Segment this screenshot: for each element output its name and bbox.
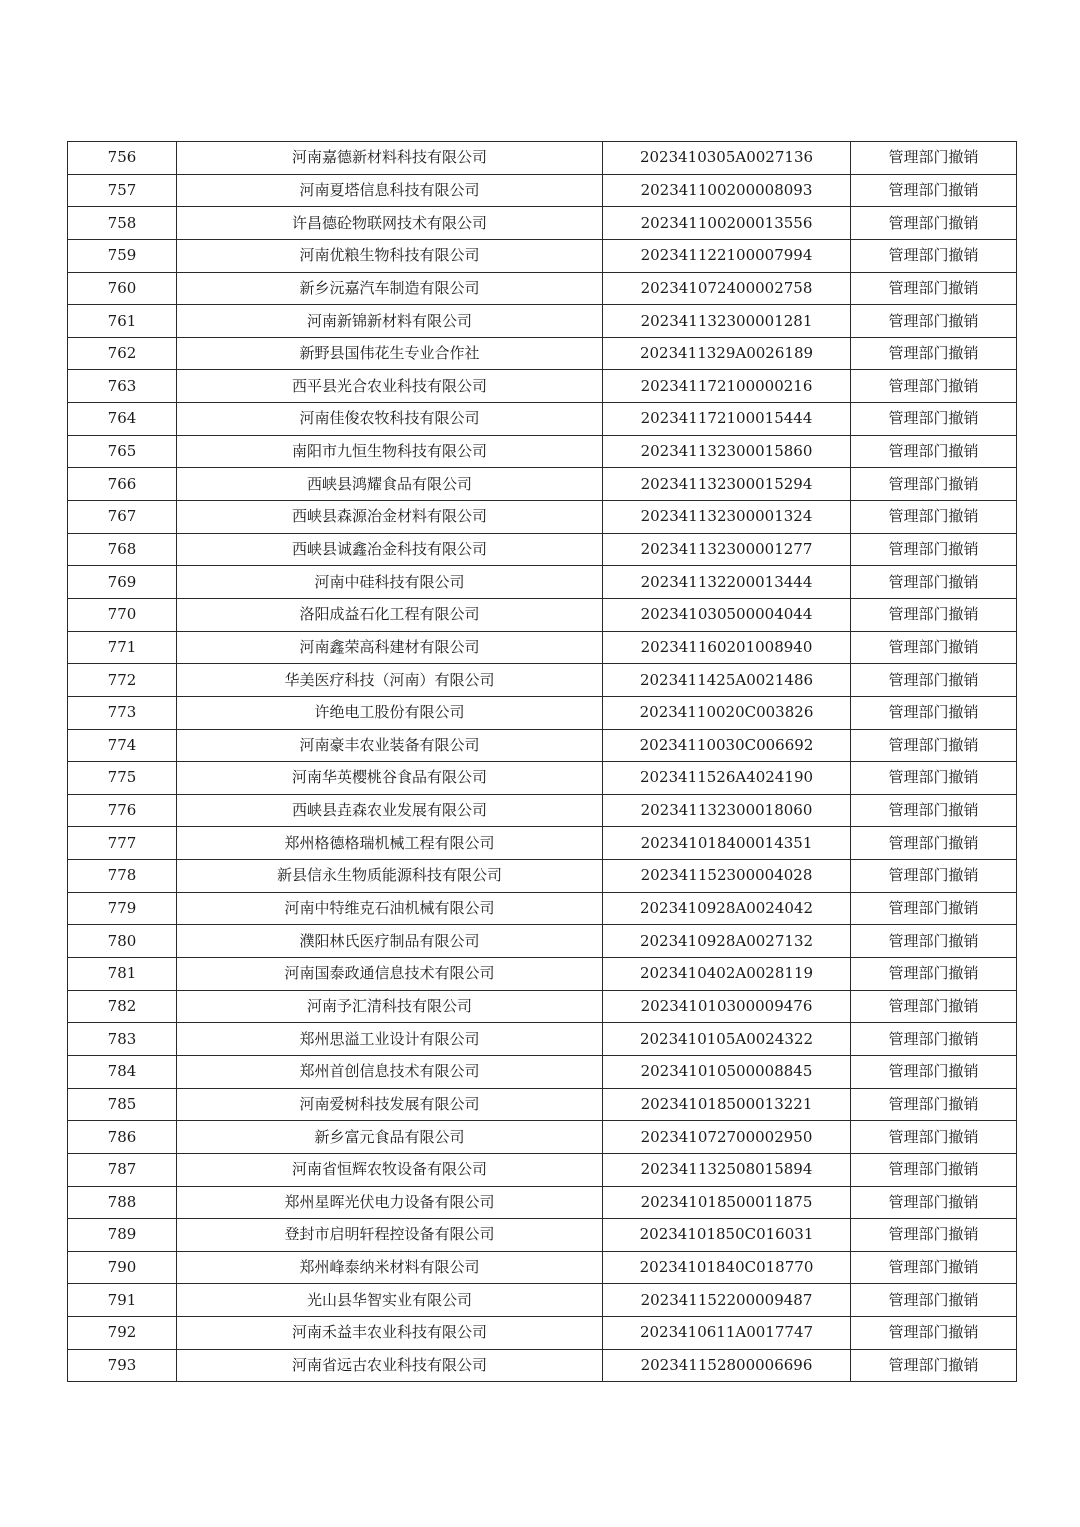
status-text: 管理部门撤销 bbox=[851, 239, 1017, 272]
status-text: 管理部门撤销 bbox=[851, 403, 1017, 436]
row-number: 770 bbox=[68, 598, 177, 631]
table-row bbox=[68, 892, 1017, 925]
status-text: 管理部门撤销 bbox=[851, 958, 1017, 991]
table-row bbox=[68, 1251, 1017, 1284]
table-body bbox=[68, 142, 1017, 1382]
company-name: 河南新锦新材料有限公司 bbox=[177, 305, 603, 338]
company-name: 郑州峰泰纳米材料有限公司 bbox=[177, 1251, 603, 1284]
row-number: 771 bbox=[68, 631, 177, 664]
row-number: 761 bbox=[68, 305, 177, 338]
company-name: 河南禾益丰农业科技有限公司 bbox=[177, 1317, 603, 1350]
registration-code: 202341172100000216 bbox=[603, 370, 851, 403]
row-number: 793 bbox=[68, 1349, 177, 1382]
company-name: 河南爱树科技发展有限公司 bbox=[177, 1088, 603, 1121]
table-row bbox=[68, 1284, 1017, 1317]
registration-code: 2023410928A0024042 bbox=[603, 892, 851, 925]
table-row bbox=[68, 403, 1017, 436]
company-name: 河南中特维克石油机械有限公司 bbox=[177, 892, 603, 925]
company-name: 河南豪丰农业装备有限公司 bbox=[177, 729, 603, 762]
status-text: 管理部门撤销 bbox=[851, 337, 1017, 370]
company-name: 河南省恒辉农牧设备有限公司 bbox=[177, 1153, 603, 1186]
table-row bbox=[68, 1121, 1017, 1154]
table-row bbox=[68, 729, 1017, 762]
company-name: 濮阳林氏医疗制品有限公司 bbox=[177, 925, 603, 958]
row-number: 780 bbox=[68, 925, 177, 958]
row-number: 792 bbox=[68, 1317, 177, 1350]
row-number: 784 bbox=[68, 1055, 177, 1088]
table-row bbox=[68, 370, 1017, 403]
registration-code: 20234110030C006692 bbox=[603, 729, 851, 762]
registration-code: 202341132300001281 bbox=[603, 305, 851, 338]
registration-code: 202341152300004028 bbox=[603, 860, 851, 893]
status-text: 管理部门撤销 bbox=[851, 925, 1017, 958]
status-text: 管理部门撤销 bbox=[851, 794, 1017, 827]
table-row bbox=[68, 435, 1017, 468]
status-text: 管理部门撤销 bbox=[851, 1153, 1017, 1186]
row-number: 790 bbox=[68, 1251, 177, 1284]
status-text: 管理部门撤销 bbox=[851, 1349, 1017, 1382]
company-name: 西峡县垚森农业发展有限公司 bbox=[177, 794, 603, 827]
company-name: 新乡富元食品有限公司 bbox=[177, 1121, 603, 1154]
status-text: 管理部门撤销 bbox=[851, 435, 1017, 468]
registration-code: 202341160201008940 bbox=[603, 631, 851, 664]
status-text: 管理部门撤销 bbox=[851, 1055, 1017, 1088]
registration-code: 2023410402A0028119 bbox=[603, 958, 851, 991]
company-name: 郑州思溢工业设计有限公司 bbox=[177, 1023, 603, 1056]
status-text: 管理部门撤销 bbox=[851, 1284, 1017, 1317]
company-name: 西峡县鸿耀食品有限公司 bbox=[177, 468, 603, 501]
status-text: 管理部门撤销 bbox=[851, 468, 1017, 501]
table-row bbox=[68, 1186, 1017, 1219]
status-text: 管理部门撤销 bbox=[851, 1317, 1017, 1350]
row-number: 769 bbox=[68, 566, 177, 599]
row-number: 764 bbox=[68, 403, 177, 436]
registration-code: 2023410305A0027136 bbox=[603, 142, 851, 175]
company-name: 河南夏塔信息科技有限公司 bbox=[177, 174, 603, 207]
row-number: 766 bbox=[68, 468, 177, 501]
table-row bbox=[68, 1349, 1017, 1382]
registration-code: 2023410928A0027132 bbox=[603, 925, 851, 958]
table-row bbox=[68, 142, 1017, 175]
registration-code: 202341132300001277 bbox=[603, 533, 851, 566]
row-number: 757 bbox=[68, 174, 177, 207]
table-row bbox=[68, 1023, 1017, 1056]
row-number: 756 bbox=[68, 142, 177, 175]
registration-code: 202341132300015860 bbox=[603, 435, 851, 468]
row-number: 774 bbox=[68, 729, 177, 762]
table-row bbox=[68, 762, 1017, 795]
table-row bbox=[68, 1088, 1017, 1121]
row-number: 781 bbox=[68, 958, 177, 991]
status-text: 管理部门撤销 bbox=[851, 696, 1017, 729]
row-number: 767 bbox=[68, 501, 177, 534]
status-text: 管理部门撤销 bbox=[851, 305, 1017, 338]
registration-code: 202341100200008093 bbox=[603, 174, 851, 207]
status-text: 管理部门撤销 bbox=[851, 1088, 1017, 1121]
status-text: 管理部门撤销 bbox=[851, 566, 1017, 599]
row-number: 763 bbox=[68, 370, 177, 403]
table-row bbox=[68, 533, 1017, 566]
row-number: 789 bbox=[68, 1219, 177, 1252]
registration-code: 202341132200013444 bbox=[603, 566, 851, 599]
row-number: 776 bbox=[68, 794, 177, 827]
company-name: 河南优粮生物科技有限公司 bbox=[177, 239, 603, 272]
registration-code: 202341072400002758 bbox=[603, 272, 851, 305]
company-name: 河南省远古农业科技有限公司 bbox=[177, 1349, 603, 1382]
registration-code: 202341152200009487 bbox=[603, 1284, 851, 1317]
row-number: 775 bbox=[68, 762, 177, 795]
status-text: 管理部门撤销 bbox=[851, 501, 1017, 534]
registration-code: 202341010300009476 bbox=[603, 990, 851, 1023]
table-row bbox=[68, 631, 1017, 664]
status-text: 管理部门撤销 bbox=[851, 533, 1017, 566]
registration-code: 202341172100015444 bbox=[603, 403, 851, 436]
registration-code: 20234110020C003826 bbox=[603, 696, 851, 729]
status-text: 管理部门撤销 bbox=[851, 207, 1017, 240]
table-row bbox=[68, 239, 1017, 272]
company-name: 洛阳成益石化工程有限公司 bbox=[177, 598, 603, 631]
registration-code: 202341122100007994 bbox=[603, 239, 851, 272]
registration-code: 202341132508015894 bbox=[603, 1153, 851, 1186]
row-number: 788 bbox=[68, 1186, 177, 1219]
row-number: 783 bbox=[68, 1023, 177, 1056]
row-number: 785 bbox=[68, 1088, 177, 1121]
table-row bbox=[68, 958, 1017, 991]
registration-code: 202341132300001324 bbox=[603, 501, 851, 534]
table-row bbox=[68, 794, 1017, 827]
row-number: 765 bbox=[68, 435, 177, 468]
row-number: 782 bbox=[68, 990, 177, 1023]
registration-code: 2023411526A4024190 bbox=[603, 762, 851, 795]
status-text: 管理部门撤销 bbox=[851, 729, 1017, 762]
table-row bbox=[68, 501, 1017, 534]
table-row bbox=[68, 696, 1017, 729]
row-number: 773 bbox=[68, 696, 177, 729]
row-number: 786 bbox=[68, 1121, 177, 1154]
registration-code: 202341030500004044 bbox=[603, 598, 851, 631]
company-name: 河南鑫荣高科建材有限公司 bbox=[177, 631, 603, 664]
table-row bbox=[68, 272, 1017, 305]
table-row bbox=[68, 860, 1017, 893]
table-row bbox=[68, 174, 1017, 207]
registration-code: 202341010500008845 bbox=[603, 1055, 851, 1088]
table-row bbox=[68, 925, 1017, 958]
registration-code: 202341072700002950 bbox=[603, 1121, 851, 1154]
row-number: 762 bbox=[68, 337, 177, 370]
row-number: 777 bbox=[68, 827, 177, 860]
registration-code: 202341018400014351 bbox=[603, 827, 851, 860]
company-name: 河南予汇清科技有限公司 bbox=[177, 990, 603, 1023]
row-number: 758 bbox=[68, 207, 177, 240]
table-row bbox=[68, 566, 1017, 599]
registration-code: 20234101840C018770 bbox=[603, 1251, 851, 1284]
status-text: 管理部门撤销 bbox=[851, 370, 1017, 403]
registration-code: 202341132300015294 bbox=[603, 468, 851, 501]
table-row bbox=[68, 827, 1017, 860]
status-text: 管理部门撤销 bbox=[851, 860, 1017, 893]
status-text: 管理部门撤销 bbox=[851, 1023, 1017, 1056]
row-number: 787 bbox=[68, 1153, 177, 1186]
row-number: 779 bbox=[68, 892, 177, 925]
company-name: 河南中硅科技有限公司 bbox=[177, 566, 603, 599]
table-row bbox=[68, 1219, 1017, 1252]
row-number: 768 bbox=[68, 533, 177, 566]
registration-code: 202341132300018060 bbox=[603, 794, 851, 827]
company-name: 新乡沅嘉汽车制造有限公司 bbox=[177, 272, 603, 305]
table-row bbox=[68, 1055, 1017, 1088]
registration-code: 2023410105A0024322 bbox=[603, 1023, 851, 1056]
company-name: 登封市启明轩程控设备有限公司 bbox=[177, 1219, 603, 1252]
registration-code: 20234101850C016031 bbox=[603, 1219, 851, 1252]
company-name: 郑州首创信息技术有限公司 bbox=[177, 1055, 603, 1088]
status-text: 管理部门撤销 bbox=[851, 1186, 1017, 1219]
company-name: 许绝电工股份有限公司 bbox=[177, 696, 603, 729]
company-name: 华美医疗科技（河南）有限公司 bbox=[177, 664, 603, 697]
table-row bbox=[68, 207, 1017, 240]
row-number: 772 bbox=[68, 664, 177, 697]
status-text: 管理部门撤销 bbox=[851, 892, 1017, 925]
company-name: 郑州格德格瑞机械工程有限公司 bbox=[177, 827, 603, 860]
status-text: 管理部门撤销 bbox=[851, 990, 1017, 1023]
row-number: 791 bbox=[68, 1284, 177, 1317]
company-name: 光山县华智实业有限公司 bbox=[177, 1284, 603, 1317]
status-text: 管理部门撤销 bbox=[851, 762, 1017, 795]
company-name: 西峡县诚鑫冶金科技有限公司 bbox=[177, 533, 603, 566]
status-text: 管理部门撤销 bbox=[851, 1219, 1017, 1252]
row-number: 778 bbox=[68, 860, 177, 893]
table-row bbox=[68, 468, 1017, 501]
row-number: 760 bbox=[68, 272, 177, 305]
company-name: 南阳市九恒生物科技有限公司 bbox=[177, 435, 603, 468]
registration-code: 2023411425A0021486 bbox=[603, 664, 851, 697]
status-text: 管理部门撤销 bbox=[851, 598, 1017, 631]
table-row bbox=[68, 337, 1017, 370]
company-name: 新县信永生物质能源科技有限公司 bbox=[177, 860, 603, 893]
row-number: 759 bbox=[68, 239, 177, 272]
table-row bbox=[68, 1317, 1017, 1350]
status-text: 管理部门撤销 bbox=[851, 1121, 1017, 1154]
status-text: 管理部门撤销 bbox=[851, 272, 1017, 305]
company-name: 河南国泰政通信息技术有限公司 bbox=[177, 958, 603, 991]
status-text: 管理部门撤销 bbox=[851, 174, 1017, 207]
company-name: 新野县国伟花生专业合作社 bbox=[177, 337, 603, 370]
table-row bbox=[68, 990, 1017, 1023]
revocation-table bbox=[67, 141, 1017, 1382]
company-name: 郑州星晖光伏电力设备有限公司 bbox=[177, 1186, 603, 1219]
status-text: 管理部门撤销 bbox=[851, 827, 1017, 860]
company-name: 西峡县森源冶金材料有限公司 bbox=[177, 501, 603, 534]
table-row bbox=[68, 598, 1017, 631]
registration-code: 202341152800006696 bbox=[603, 1349, 851, 1382]
status-text: 管理部门撤销 bbox=[851, 664, 1017, 697]
registration-code: 202341100200013556 bbox=[603, 207, 851, 240]
status-text: 管理部门撤销 bbox=[851, 1251, 1017, 1284]
company-name: 河南嘉德新材料科技有限公司 bbox=[177, 142, 603, 175]
company-name: 许昌德砼物联网技术有限公司 bbox=[177, 207, 603, 240]
registration-code: 202341018500011875 bbox=[603, 1186, 851, 1219]
company-name: 河南华英樱桃谷食品有限公司 bbox=[177, 762, 603, 795]
company-name: 河南佳俊农牧科技有限公司 bbox=[177, 403, 603, 436]
registration-code: 202341018500013221 bbox=[603, 1088, 851, 1121]
company-name: 西平县光合农业科技有限公司 bbox=[177, 370, 603, 403]
table-row bbox=[68, 305, 1017, 338]
table-row bbox=[68, 664, 1017, 697]
registration-code: 2023411329A0026189 bbox=[603, 337, 851, 370]
status-text: 管理部门撤销 bbox=[851, 142, 1017, 175]
status-text: 管理部门撤销 bbox=[851, 631, 1017, 664]
table-row bbox=[68, 1153, 1017, 1186]
registration-code: 2023410611A0017747 bbox=[603, 1317, 851, 1350]
